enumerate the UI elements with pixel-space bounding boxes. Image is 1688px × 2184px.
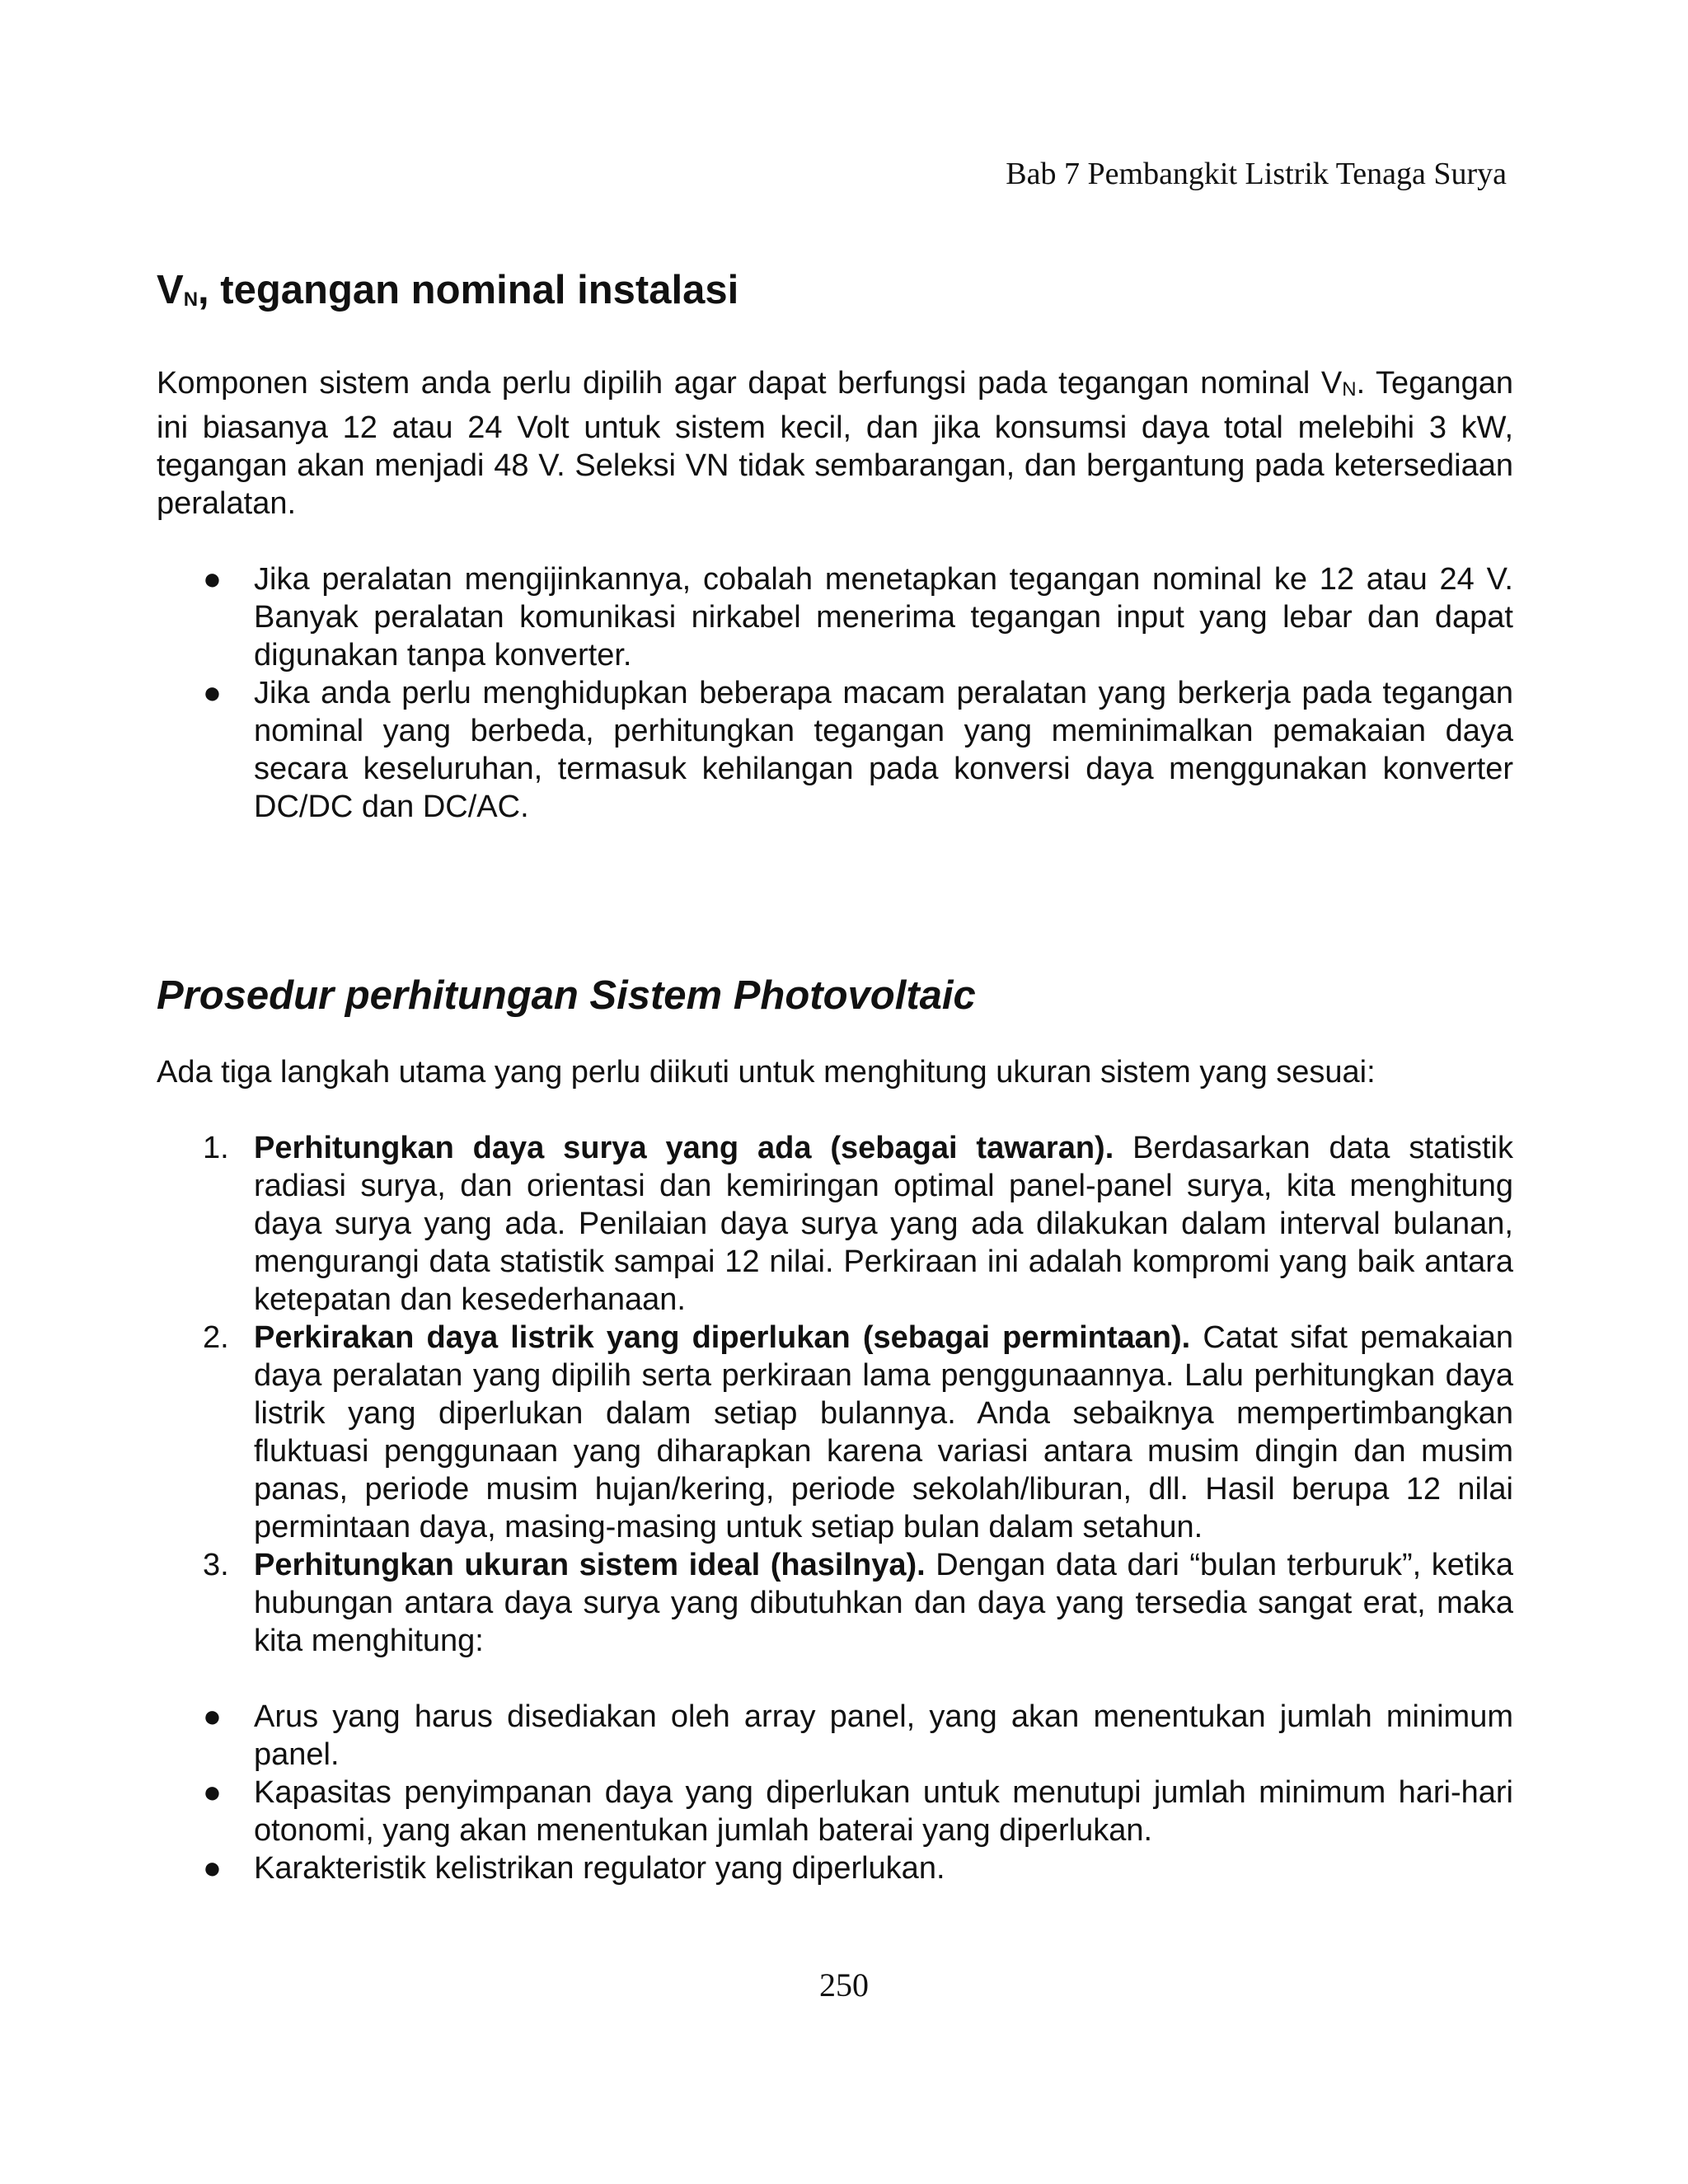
page-number: 250: [819, 1966, 869, 2004]
section-title-pv-procedure: Prosedur perhitungan Sistem Photovoltaic: [157, 973, 976, 1018]
step-text: Dengan data dari “bulan terburuk”, ketika hubungan antara daya surya yang dibutuhkan dan daya yang tersedia sangat erat, maka kita menghitung:: [254, 1548, 1513, 1658]
title-rest: , tegangan nominal instalasi: [198, 268, 739, 312]
step-item: [203, 1546, 1513, 1660]
bullet-icon: ●: [203, 676, 222, 710]
system-size-bullets: [157, 1698, 1513, 1887]
title-v: V: [157, 268, 184, 312]
nominal-voltage-paragraph: [157, 364, 1513, 523]
step-number: 1.: [203, 1131, 229, 1165]
list-item: [203, 1849, 1513, 1887]
list-item-text: Jika anda perlu menghidupkan beberapa macam peralatan yang berkerja pada tegangan nominal yang berbeda, perhitungkan tegangan yang meminimalkan pemakaian daya secara keseluruhan, termasuk kehilangan pada konversi daya menggunakan konverter DC/DC dan DC/AC.: [254, 676, 1513, 824]
list-item: [203, 1774, 1513, 1849]
procedure-steps: [157, 1129, 1513, 1660]
step-heading: Perhitungkan daya surya yang ada (sebagai tawaran).: [254, 1131, 1114, 1165]
list-item: [203, 674, 1513, 826]
bullet-icon: ●: [203, 562, 222, 597]
list-item-text: Karakteristik kelistrikan regulator yang diperlukan.: [254, 1851, 945, 1886]
running-header: Bab 7 Pembangkit Listrik Tenaga Surya: [1006, 157, 1507, 191]
step-heading: Perkirakan daya listrik yang diperlukan (sebagai permintaan).: [254, 1320, 1191, 1355]
bullet-icon: ●: [203, 1699, 222, 1734]
step-text: Catat sifat pemakaian daya peralatan yang dipilih serta perkiraan lama penggunaannya. Lalu perhitungkan daya listrik yang diperlukan dalam setiap bulannya. Anda sebaiknya mempertimbangkan fluktuasi penggunaan yang diharapkan karena variasi antara musim dingin dan musim panas, periode musim hujan/kering, periode sekolah/liburan, dll. Hasil berupa 12 nilai permintaan daya, masing-masing untuk setiap bulan dalam setahun.: [254, 1320, 1513, 1544]
list-item: [203, 1698, 1513, 1774]
bullet-icon: ●: [203, 1775, 222, 1810]
step-heading: Perhitungkan ukuran sistem ideal (hasilnya).: [254, 1548, 926, 1582]
list-item-text: Kapasitas penyimpanan daya yang diperlukan untuk menutupi jumlah minimum hari-hari otonomi, yang akan menentukan jumlah baterai yang diperlukan.: [254, 1775, 1513, 1848]
step-item: [203, 1319, 1513, 1546]
para-text-2: . Tegangan ini biasanya 12 atau 24 Volt untuk sistem kecil, dan jika konsumsi daya total melebihi 3 kW, tegangan akan menjadi 48 V. Seleksi VN tidak sembarangan, dan bergantung pada ketersediaan peralatan.: [157, 366, 1513, 521]
step-item: [203, 1129, 1514, 1319]
bullet-icon: ●: [203, 1851, 222, 1886]
para-subscript: N: [1342, 378, 1357, 401]
step-number: 2.: [203, 1320, 229, 1355]
page-content: [157, 265, 1513, 1887]
procedure-intro: Ada tiga langkah utama yang perlu diikuti untuk menghitung ukuran sistem yang sesuai:: [157, 1055, 1376, 1090]
list-item-text: Jika peralatan mengijinkannya, cobalah menetapkan tegangan nominal ke 12 atau 24 V. Banyak peralatan komunikasi nirkabel menerima tegangan input yang lebar dan dapat digunakan tanpa konverter.: [254, 562, 1513, 673]
list-item-text: Arus yang harus disediakan oleh array panel, yang akan menentukan jumlah minimum panel.: [254, 1699, 1513, 1772]
section-title-nominal-voltage: [157, 265, 1513, 325]
step-number: 3.: [203, 1548, 229, 1582]
step-text: Berdasarkan data statistik radiasi surya, dan orientasi dan kemiringan optimal panel-panel surya, kita menghitung daya surya yang ada. Penilaian daya surya yang ada dilakukan dalam interval bulanan, mengurangi data statistik sampai 12 nilai. Perkiraan ini adalah kompromi yang baik antara ketepatan dan kesederhanaan.: [254, 1131, 1514, 1317]
nominal-voltage-bullets: [157, 560, 1513, 826]
para-text-1: Komponen sistem anda perlu dipilih agar dapat berfungsi pada tegangan nominal V: [157, 366, 1343, 401]
title-subscript: N: [183, 288, 199, 311]
list-item: [203, 560, 1513, 674]
